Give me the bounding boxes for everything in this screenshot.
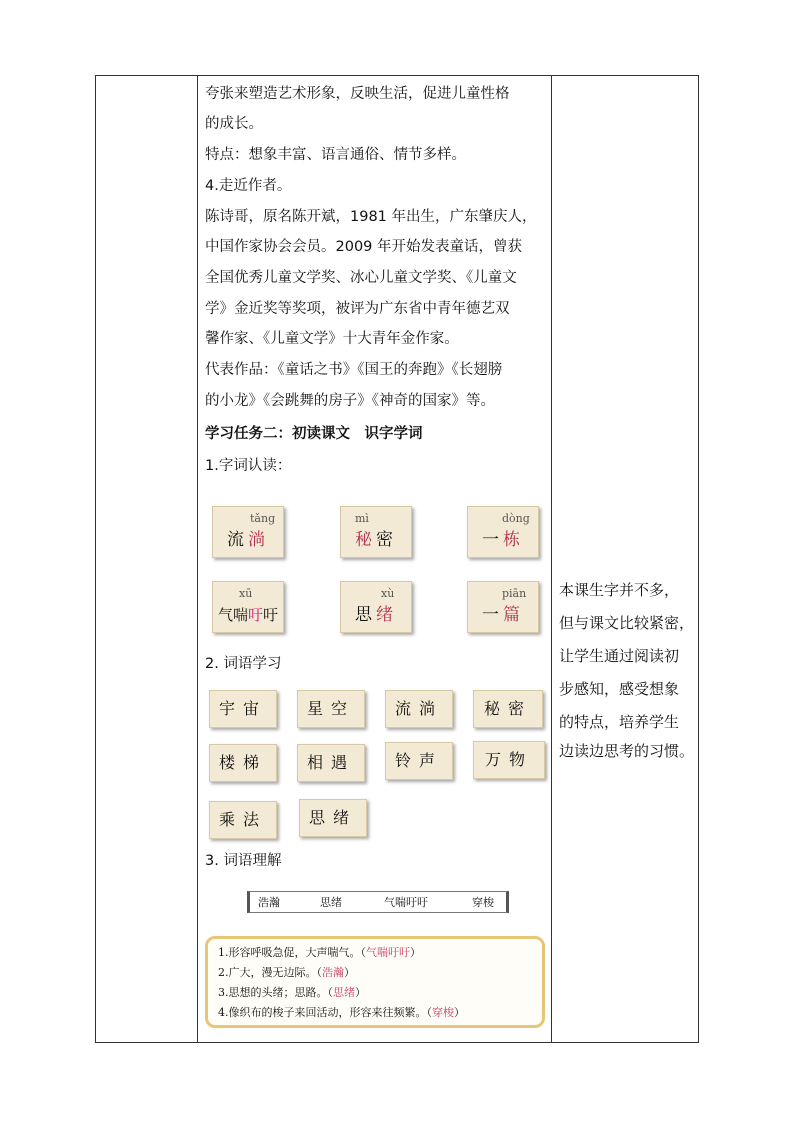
- teaching-note-line: 但与课文比较紧密，: [559, 614, 695, 632]
- bank-word: 思绪: [320, 896, 342, 909]
- word-card: 铃声: [385, 742, 453, 780]
- card-chars: 思绪: [355, 605, 397, 625]
- word-card: 楼梯: [209, 744, 277, 782]
- intro-line: 夸张来塑造艺术形象，反映生活，促进儿童性格: [205, 86, 510, 102]
- word-card: 星空: [297, 690, 365, 728]
- task-heading: 学习任务二：初读课文 识字学词: [205, 426, 423, 442]
- definition-line: 2.广大，漫无边际。（浩瀚）: [218, 966, 355, 979]
- bank-word: 气喘吁吁: [384, 896, 428, 909]
- word-card: 秘密: [473, 690, 543, 728]
- author-line: 全国优秀儿童文学奖、冰心儿童文学奖、《儿童文: [205, 270, 517, 286]
- word-card: 万物: [473, 741, 545, 779]
- teaching-note-line: 边读边思考的习惯。: [559, 742, 695, 760]
- definition-line: 3.思想的头绪；思路。（思绪）: [218, 986, 366, 999]
- pinyin: xù: [381, 587, 395, 600]
- card-chars: 秘密: [355, 530, 397, 550]
- char-card-yidong: [467, 506, 539, 558]
- pinyin: tǎng: [250, 512, 276, 525]
- section-heading: 2. 词语学习: [205, 656, 282, 672]
- char-card-liutang: [212, 506, 284, 558]
- card-chars: 流淌: [227, 530, 269, 550]
- author-line: 馨作家、《儿童文学》十大青年金作家。: [205, 331, 459, 347]
- intro-line: 的成长。: [205, 116, 263, 132]
- author-line: 陈诗哥，原名陈开斌，1981 年出生，广东肇庆人，: [205, 209, 537, 225]
- content-column: [197, 76, 551, 1042]
- pinyin: mì: [355, 512, 369, 525]
- author-heading: 4.走近作者。: [205, 178, 292, 194]
- word-card: 相遇: [297, 744, 365, 782]
- definition-line: 4.像织布的梭子来回活动，形容来往频繁。（穿梭）: [218, 1006, 465, 1019]
- pinyin: xū: [239, 587, 253, 600]
- column-divider: [551, 76, 552, 1042]
- pinyin: piān: [502, 587, 527, 600]
- pinyin: dòng: [502, 512, 530, 525]
- word-card: 流淌: [385, 690, 453, 728]
- features-line: 特点：想象丰富、语言通俗、情节多样。: [205, 147, 466, 163]
- section-heading: 3. 词语理解: [205, 853, 282, 869]
- teaching-note-line: 的特点，培养学生: [559, 713, 680, 731]
- card-chars: 气喘吁吁: [217, 606, 279, 624]
- definitions-box: [205, 936, 545, 1028]
- author-line: 中国作家协会会员。2009 年开始发表童话，曾获: [205, 239, 523, 255]
- char-card-yipian: [467, 581, 539, 633]
- word-bank-bar: [247, 891, 509, 913]
- works-line: 的小龙》《会跳舞的房子》《神奇的国家》等。: [205, 393, 495, 409]
- definition-line: 1.形容呼吸急促，大声喘气。（气喘吁吁）: [218, 946, 421, 959]
- card-chars: 一篇: [482, 605, 524, 625]
- word-card: 乘法: [209, 801, 277, 839]
- teaching-note-line: 本课生字并不多，: [559, 581, 680, 599]
- char-card-qichuanxuxu: [212, 581, 284, 633]
- section-heading: 1.字词认读：: [205, 458, 292, 474]
- bank-word: 穿梭: [472, 896, 494, 909]
- author-line: 学》金近奖等奖项，被评为广东省中青年德艺双: [205, 301, 510, 317]
- lesson-plan-table: [95, 75, 699, 1043]
- works-line: 代表作品：《童话之书》《国王的奔跑》《长翅膀: [205, 362, 503, 378]
- teaching-note-line: 让学生通过阅读初: [559, 647, 680, 665]
- word-card: 宇宙: [209, 690, 277, 728]
- teaching-note-line: 步感知，感受想象: [559, 680, 680, 698]
- card-chars: 一栋: [482, 530, 524, 550]
- char-card-sixu: [340, 581, 412, 633]
- bank-word: 浩瀚: [258, 896, 280, 909]
- word-card: 思绪: [299, 799, 367, 837]
- char-card-mimi: [340, 506, 412, 558]
